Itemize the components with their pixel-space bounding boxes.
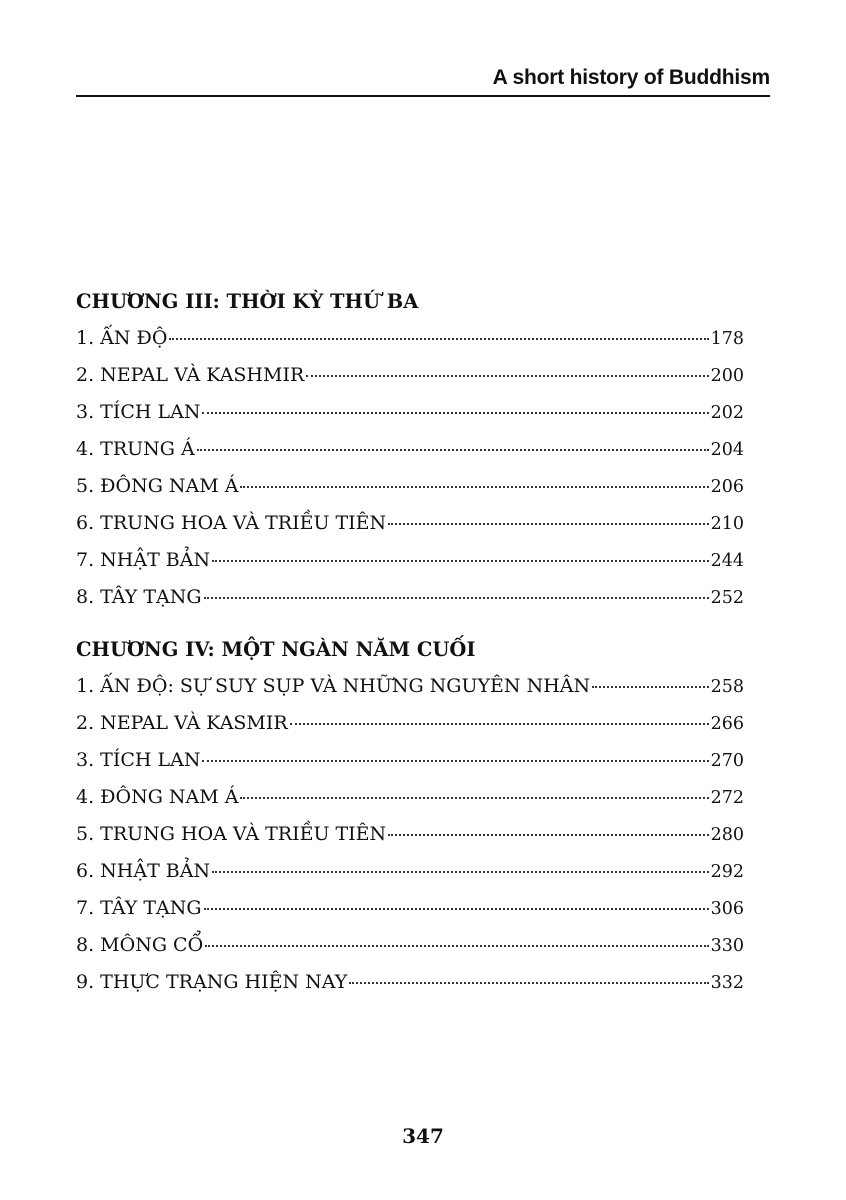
dot-leader	[202, 760, 708, 762]
header-rule	[76, 95, 770, 97]
toc-entry	[76, 542, 744, 579]
toc-entry-title: 8. MÔNG CỔ	[76, 934, 204, 956]
dot-leader	[290, 723, 709, 725]
toc-entry-page: 272	[710, 788, 744, 808]
toc-entry-title: 6. TRUNG HOA VÀ TRIỀU TIÊN	[76, 512, 387, 534]
dot-leader	[306, 375, 708, 377]
toc-entry-page: 280	[710, 825, 744, 845]
toc-entry-page: 210	[710, 514, 744, 534]
toc-entry	[76, 357, 744, 394]
toc-entry-title: 3. TÍCH LAN	[76, 401, 201, 423]
chapter-heading: CHƯƠNG III: THỜI KỲ THỨ BA	[76, 290, 419, 313]
toc-entry-title: 2. NEPAL VÀ KASHMIR	[76, 364, 305, 386]
toc-entry	[76, 964, 744, 1001]
toc-entry	[76, 853, 744, 890]
page-number: 347	[402, 1124, 444, 1148]
toc-entry-page: 202	[710, 403, 744, 423]
dot-leader	[204, 908, 709, 910]
toc-entry-page: 330	[710, 936, 744, 956]
toc-entry	[76, 742, 744, 779]
dot-leader	[240, 797, 708, 799]
toc-entry	[76, 779, 744, 816]
dot-leader	[240, 486, 708, 488]
toc-entry-page: 292	[710, 862, 744, 882]
toc-entry-page: 306	[710, 899, 744, 919]
dot-leader	[202, 412, 708, 414]
toc-entry-title: 3. TÍCH LAN	[76, 749, 201, 771]
toc-entry	[76, 320, 744, 357]
dot-leader	[197, 449, 709, 451]
toc-entry-title: 1. ẤN ĐỘ: SỰ SUY SỤP VÀ NHỮNG NGUYÊN NHÂN	[76, 675, 591, 697]
toc-entry-title: 2. NEPAL VÀ KASMIR	[76, 712, 288, 734]
dot-leader	[169, 338, 708, 340]
dot-leader	[388, 834, 708, 836]
toc-entry	[76, 890, 744, 927]
dot-leader	[204, 597, 709, 599]
toc-entry-page: 200	[710, 366, 744, 386]
toc-entry	[76, 394, 744, 431]
toc-entry-page: 332	[710, 973, 744, 993]
running-header-title: A short history of Buddhism	[492, 66, 770, 89]
toc-entry-page: 266	[710, 714, 744, 734]
toc-entry	[76, 431, 744, 468]
chapter-heading: CHƯƠNG IV: MỘT NGÀN NĂM CUỐI	[76, 638, 476, 661]
toc-entry-title: 7. NHẬT BẢN	[76, 549, 211, 571]
toc-entry-title: 5. TRUNG HOA VÀ TRIỀU TIÊN	[76, 823, 387, 845]
toc-entry	[76, 816, 744, 853]
dot-leader	[592, 686, 708, 688]
toc-entry	[76, 468, 744, 505]
toc-entry-page: 178	[710, 329, 744, 349]
toc-entry-page: 206	[710, 477, 744, 497]
toc-entry-title: 4. ĐÔNG NAM Á	[76, 786, 239, 808]
table-of-contents	[76, 284, 744, 1001]
toc-entry-title: 1. ẤN ĐỘ	[76, 327, 168, 349]
toc-entry-page: 270	[710, 751, 744, 771]
toc-entry-title: 4. TRUNG Á	[76, 438, 195, 460]
dot-leader	[388, 523, 708, 525]
toc-entry	[76, 927, 744, 964]
toc-entry-page: 244	[710, 551, 744, 571]
dot-leader	[212, 560, 708, 562]
toc-entry-title: 7. TÂY TẠNG	[76, 897, 202, 919]
toc-entry-title: 6. NHẬT BẢN	[76, 860, 211, 882]
toc-entry	[76, 579, 744, 616]
toc-entry	[76, 505, 744, 542]
toc-entry-title: 8. TÂY TẠNG	[76, 586, 202, 608]
toc-entry-page: 258	[710, 677, 744, 697]
toc-entry-title: 9. THỰC TRẠNG HIỆN NAY	[76, 971, 348, 993]
dot-leader	[212, 871, 708, 873]
toc-entry	[76, 668, 744, 705]
dot-leader	[349, 982, 708, 984]
toc-entry-page: 204	[710, 440, 744, 460]
toc-entry	[76, 705, 744, 742]
toc-entry-title: 5. ĐÔNG NAM Á	[76, 475, 239, 497]
toc-entry-page: 252	[710, 588, 744, 608]
dot-leader	[205, 945, 708, 947]
